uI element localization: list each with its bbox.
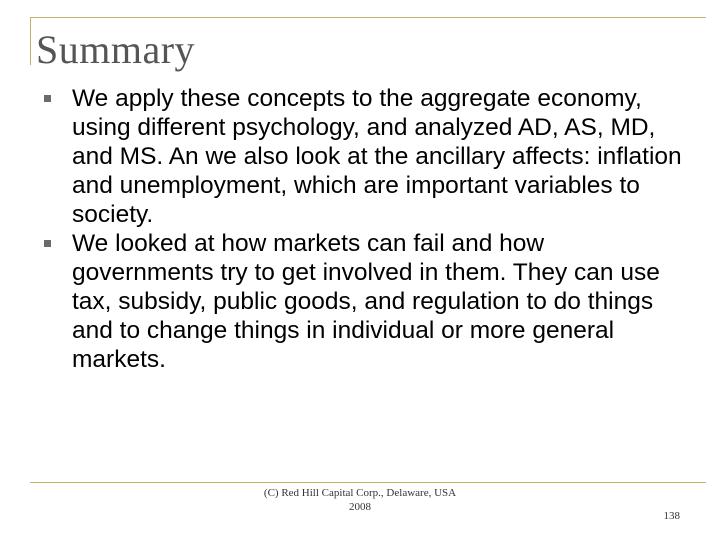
title-rule-top [30,17,706,18]
page-number: 138 [663,510,680,522]
slide-title: Summary [36,27,196,72]
square-bullet-icon [44,95,51,102]
square-bullet-icon [44,240,51,247]
bullet-item [42,84,682,229]
footer-line-2: 2008 [349,501,371,513]
footer-line-1: (C) Red Hill Capital Corp., Delaware, USA [263,487,457,499]
footer-copyright [230,486,490,514]
title-rule-left [30,17,31,65]
bullet-item [42,229,682,374]
bullet-text: We looked at how markets can fail and how governments try to get involved in them. They can use tax, subsidy, public goods, and regulation to do things and to change things in individual or more general markets. [72,230,660,373]
bullet-list [42,84,682,374]
bullet-text: We apply these concepts to the aggregate economy, using different psychology, and analyzed AD, AS, MD, and MS. An we also look at the ancillary affects: inflation and unemployment, which are important variables to society. [72,85,682,228]
footer-rule [30,482,706,483]
